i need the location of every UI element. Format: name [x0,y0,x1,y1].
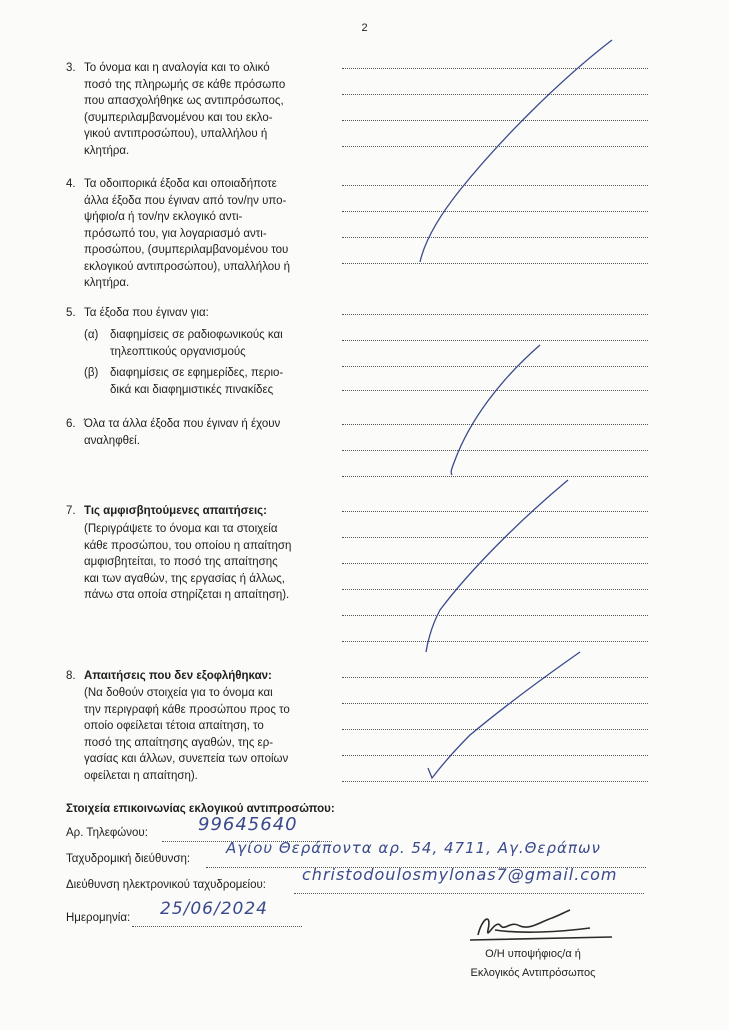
text-line: ψήφιο/α ή τον/ην εκλογικό αντι- [84,211,243,223]
item-number: 6. [66,418,76,430]
item-number: 3. [66,62,76,74]
text-line: τηλεοπτικούς οργανισμούς [110,345,246,358]
text-line: κλητήρα. [84,277,130,289]
item-number: 7. [66,505,76,517]
text-line: εκλογικού αντιπροσώπου), υπαλλήλου ή [84,260,291,273]
address-label: Ταχυδρομική διεύθυνση: [66,853,191,865]
text-line: αναληφθεί. [84,434,140,447]
text-line: (Περιγράψετε το όνομα και τα στοιχεία [84,523,278,535]
text-line: Τα οδοιπορικά έξοδα και οποιαδήποτε [84,178,277,190]
text-line: Όλα τα άλλα έξοδα που έγιναν ή έχουν [84,418,281,430]
email-label: Διεύθυνση ηλεκτρονικού ταχυδρομείου: [66,879,266,891]
text-line: δικά και διαφημιστικές πινακίδες [110,383,274,396]
text-line: κάθε προσώπου, του οποίου η απαίτηση [84,539,292,552]
text-line: (συμπεριλαμβανομένου και του εκλο- [84,111,273,124]
item-heading: Τα έξοδα που έγιναν για: [84,307,209,319]
text-line: πρόσωπό του, για λογαριασμό αντι- [84,227,267,240]
signature-caption-role: Ο/Η υποψήφιος/α ή [485,948,581,960]
signature-caption-title: Εκλογικός Αντιπρόσωπος [470,967,596,979]
date-label: Ημερομηνία: [66,912,131,924]
text-line: και των αγαθών, της εργασίας ή άλλως, [84,572,285,585]
phone-label: Αρ. Τηλεφώνου: [66,827,148,839]
text-line: γασίας και άλλων, συνεπεία των οποίων [84,753,289,765]
text-line: προσώπου, (συμπεριλαμβανομένου του [84,244,289,256]
text-line: (Να δοθούν στοιχεία για το όνομα και [84,687,273,699]
item-heading: Απαιτήσεις που δεν εξοφλήθηκαν: [84,670,272,682]
item-number: 8. [66,670,76,682]
text-line: διαφημίσεις σε ραδιοφωνικούς και [110,329,283,341]
text-line: γικού αντιπροσώπου), υπαλλήλου ή [84,128,268,140]
item-heading: Τις αμφισβητούμενες απαιτήσεις: [84,505,267,517]
text-line: την περιγραφή κάθε προσώπου προς το [84,703,290,716]
sub-item-label: (β) [84,367,99,379]
item-number: 4. [66,178,76,190]
text-line: ποσό της πληρωμής σε κάθε πρόσωπο [84,78,286,91]
text-line: διαφημίσεις σε εφημερίδες, περιο- [110,367,284,379]
contact-section-title: Στοιχεία επικοινωνίας εκλογικού αντιπροσώπου: [66,803,335,815]
date-value[interactable]: 25/06/2024 [160,899,268,919]
phone-value[interactable]: 99645640 [198,814,298,835]
text-line: που απασχολήθηκε ως αντιπρόσωπος, [84,95,284,107]
text-line: οφείλεται η απαίτηση). [84,769,198,782]
item-number: 5. [66,307,76,319]
text-line: ποσό της απαίτησης αγαθών, της ερ- [84,736,274,749]
text-line: Το όνομα και η αναλογία και το ολικό [84,62,270,74]
text-line: κλητήρα. [84,144,130,157]
text-line: άλλα έξοδα που έγιναν από τον/ην υπο- [84,194,287,207]
text-line: πάνω στα οποία στηρίζεται η απαίτηση). [84,589,290,601]
sub-item-label: (α) [84,329,99,341]
page-number: 2 [361,22,368,34]
email-value[interactable]: christodoulosmylonas7@gmail.com [302,865,618,884]
text-line: αμφισβητείται, το ποσό της απαίτησης [84,556,278,568]
address-value[interactable]: Αγίου Θεράποντα αρ. 54, 4711, Αγ.Θεράπων [226,839,601,857]
text-line: οποίο οφείλεται τέτοια απαίτηση, το [84,720,264,732]
